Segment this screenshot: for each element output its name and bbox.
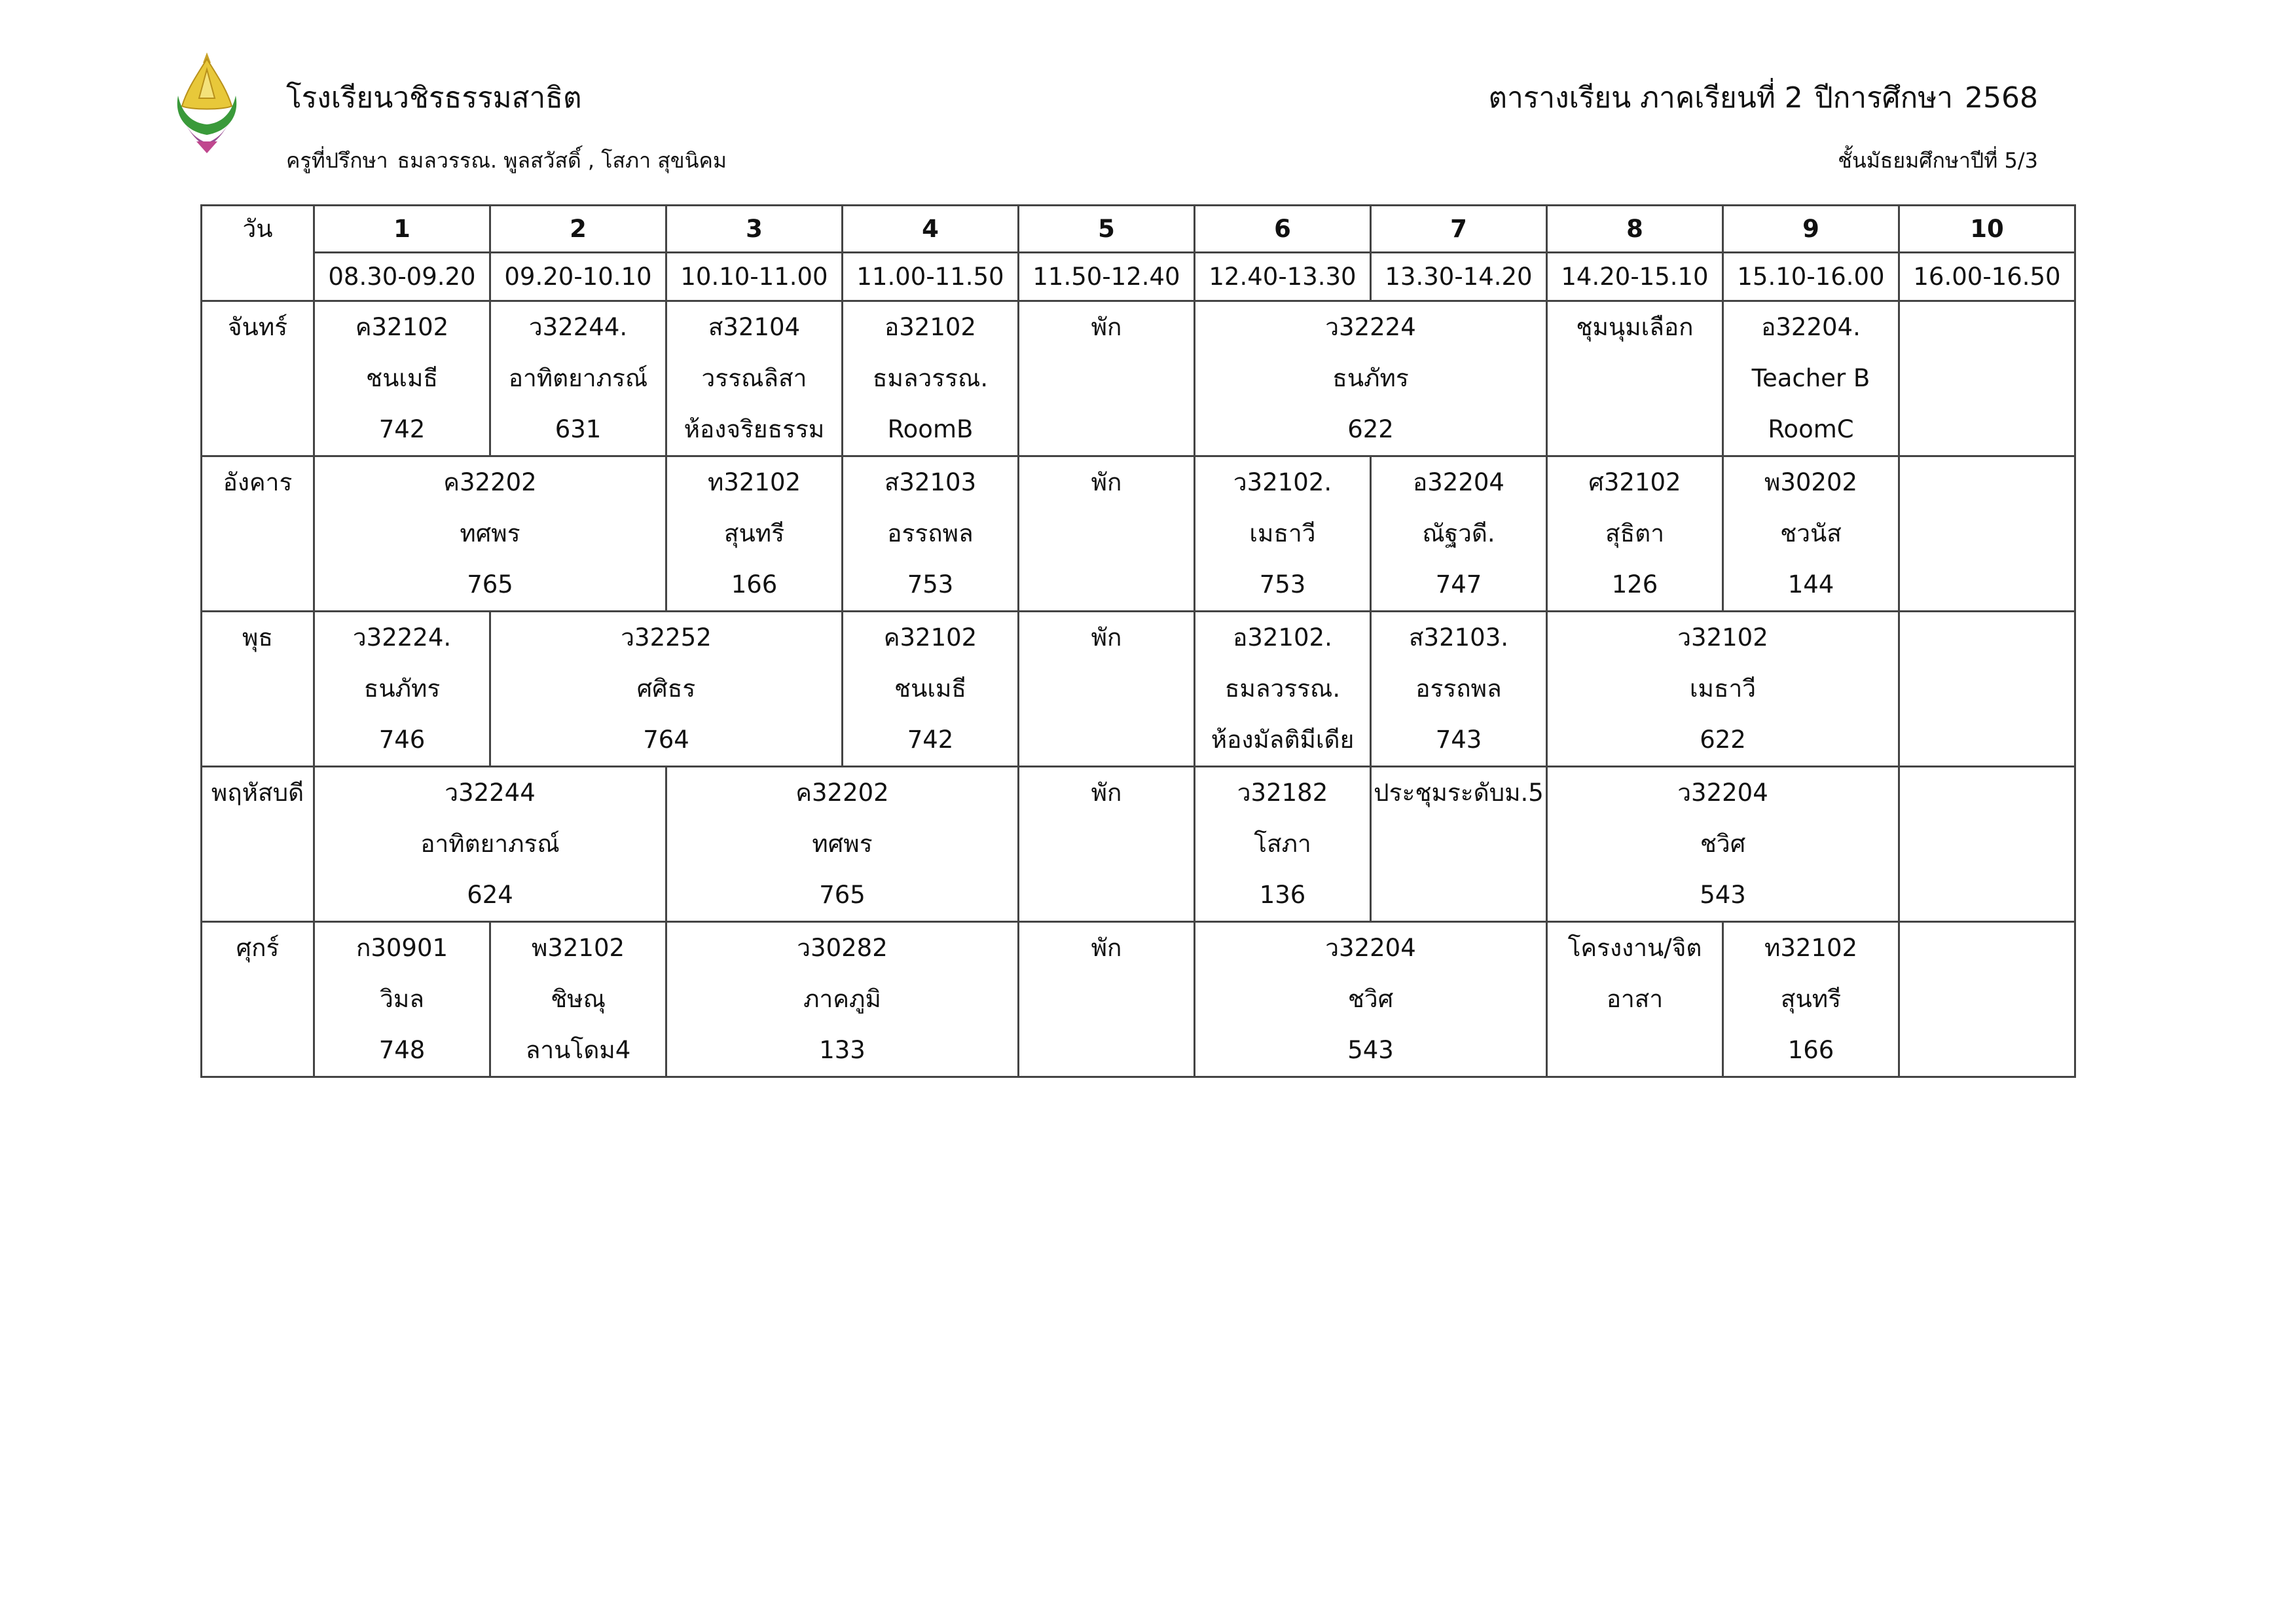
class-cell — [1723, 301, 1899, 456]
subject-code: ว32224 — [1325, 313, 1416, 341]
room: 753 — [907, 570, 954, 599]
class-cell — [1195, 456, 1371, 612]
break-cell — [1019, 456, 1195, 612]
subject-code: ค32202 — [443, 468, 537, 496]
teacher-name: ธมลวรรณ. — [1224, 674, 1341, 703]
subject-code: ว30282 — [797, 934, 888, 962]
period-number: 2 — [490, 206, 666, 253]
teacher-name: ทศพร — [812, 830, 873, 858]
class-cell — [1547, 456, 1723, 612]
subject-code: ส32103. — [1408, 623, 1509, 652]
class-cell — [1547, 301, 1723, 456]
teacher-name: ธมลวรรณ. — [872, 364, 989, 392]
class-cell — [843, 301, 1019, 456]
room: 136 — [1259, 881, 1306, 909]
teacher-name: ธนภัทร — [1332, 364, 1409, 392]
subject-code: ส32103 — [884, 468, 977, 496]
class-cell — [666, 301, 843, 456]
school-logo — [172, 50, 242, 155]
room: 166 — [731, 570, 778, 599]
room: 543 — [1700, 881, 1746, 909]
teacher-name: ณัฐวดี. — [1422, 519, 1495, 547]
subject-code: พ30202 — [1764, 468, 1858, 496]
room: 742 — [907, 726, 954, 754]
day-row-wednesday — [202, 612, 2075, 767]
room: 622 — [1347, 415, 1394, 443]
teacher-name: อรรถพล — [1415, 674, 1502, 703]
room: ห้องมัลติมีเดีย — [1211, 726, 1355, 754]
teacher-name: อาทิตยาภรณ์ — [420, 830, 560, 858]
subject-code: ศ32102 — [1588, 468, 1681, 496]
subject-code: ว32244. — [528, 313, 628, 341]
day-name: อังคาร — [202, 456, 314, 612]
room — [1372, 870, 1546, 921]
period-number: 7 — [1371, 206, 1547, 253]
classroom-label: ชั้นมัธยมศึกษาปีที่ 5/3 — [1838, 148, 2038, 173]
school-name: โรงเรียนวชิรธรรมสาธิต — [286, 81, 582, 115]
teacher-name: ศศิธร — [636, 674, 696, 703]
teacher-name: สุธิตา — [1605, 519, 1664, 547]
subject-code: ว32204 — [1677, 779, 1768, 807]
room: 126 — [1611, 570, 1658, 599]
period-number: 1 — [314, 206, 490, 253]
room: 747 — [1435, 570, 1482, 599]
day-header: วัน — [202, 206, 314, 301]
day-name: พุธ — [202, 612, 314, 767]
room: ห้องจริยธรรม — [683, 415, 825, 443]
class-cell — [843, 612, 1019, 767]
period-time: 13.30-14.20 — [1371, 253, 1547, 301]
room: ลานโดม4 — [525, 1036, 631, 1064]
subject-code: ท32102 — [1764, 934, 1858, 962]
class-cell — [1195, 767, 1371, 922]
room: 746 — [378, 726, 426, 754]
teacher-name — [1548, 353, 1722, 404]
break-cell — [1019, 301, 1195, 456]
subject-code: ท32102 — [707, 468, 801, 496]
subject-code: ว32182 — [1237, 779, 1328, 807]
teacher-name: โสภา — [1254, 830, 1311, 858]
period-time: 16.00-16.50 — [1899, 253, 2075, 301]
class-cell — [314, 301, 490, 456]
subject-code: ค32102 — [883, 623, 977, 652]
subject-code: ประชุมระดับม.5 — [1374, 779, 1544, 807]
subject-code: อ32204 — [1413, 468, 1504, 496]
period-number: 10 — [1899, 206, 2075, 253]
room: 743 — [1435, 726, 1482, 754]
period-number: 3 — [666, 206, 843, 253]
period-number: 8 — [1547, 206, 1723, 253]
teacher-name: เมธาวี — [1689, 674, 1757, 703]
room: 742 — [378, 415, 426, 443]
teacher-name: ชิษณุ — [551, 985, 606, 1013]
period-number: 9 — [1723, 206, 1899, 253]
room: RoomC — [1768, 415, 1854, 443]
class-cell — [666, 922, 1019, 1077]
period-number: 4 — [843, 206, 1019, 253]
class-cell — [1195, 922, 1547, 1077]
room: 764 — [643, 726, 689, 754]
break-cell — [1019, 922, 1195, 1077]
break-label: พัก — [1091, 313, 1122, 341]
teacher-name: Teacher B — [1751, 364, 1870, 392]
class-cell — [1547, 922, 1723, 1077]
period-time: 09.20-10.10 — [490, 253, 666, 301]
class-cell — [1547, 767, 1899, 922]
term-title — [1477, 79, 2038, 118]
class-cell — [1195, 612, 1371, 767]
day-name: ศุกร์ — [202, 922, 314, 1077]
teacher-name: ชวนัส — [1780, 519, 1842, 547]
term-label: ตารางเรียน ภาคเรียนที่ 2 — [1488, 81, 1803, 115]
subject-code: ส32104 — [708, 313, 801, 341]
timetable — [200, 204, 2076, 1078]
subject-code: ว32244 — [445, 779, 536, 807]
break-cell — [1019, 612, 1195, 767]
period-time: 08.30-09.20 — [314, 253, 490, 301]
day-name: พฤหัสบดี — [202, 767, 314, 922]
period-time: 10.10-11.00 — [666, 253, 843, 301]
empty-cell — [1899, 301, 2075, 456]
subject-code: อ32204. — [1761, 313, 1861, 341]
class-cell — [490, 922, 666, 1077]
class-cell — [490, 612, 843, 767]
room: 748 — [378, 1036, 426, 1064]
advisors-line — [286, 145, 736, 175]
room: 624 — [467, 881, 513, 909]
class-cell — [314, 767, 666, 922]
time-header-row — [202, 253, 2075, 301]
room: 543 — [1347, 1036, 1394, 1064]
period-time: 11.50-12.40 — [1019, 253, 1195, 301]
break-label: พัก — [1091, 779, 1122, 807]
teacher-name: สุนทรี — [1780, 985, 1842, 1013]
day-row-monday — [202, 301, 2075, 456]
room — [1548, 1025, 1722, 1076]
class-cell — [1547, 612, 1899, 767]
day-name: จันทร์ — [202, 301, 314, 456]
subject-code: ว32102 — [1677, 623, 1768, 652]
teacher-name — [1372, 819, 1546, 870]
teacher-name: สุนทรี — [723, 519, 785, 547]
academic-year-label: ปีการศึกษา — [1814, 81, 1954, 115]
room: 144 — [1787, 570, 1834, 599]
class-cell — [1371, 767, 1547, 922]
break-label: พัก — [1091, 468, 1122, 496]
class-cell — [314, 456, 666, 612]
class-cell — [843, 456, 1019, 612]
teacher-name: เมธาวี — [1249, 519, 1316, 547]
day-row-tuesday — [202, 456, 2075, 612]
period-time: 14.20-15.10 — [1547, 253, 1723, 301]
subject-code: พ32102 — [531, 934, 625, 962]
teacher-name: ทศพร — [460, 519, 520, 547]
period-time: 11.00-11.50 — [843, 253, 1019, 301]
empty-cell — [1899, 456, 2075, 612]
break-cell — [1019, 767, 1195, 922]
subject-code: อ32102 — [884, 313, 976, 341]
subject-code: ว32224. — [352, 623, 452, 652]
room: 631 — [555, 415, 602, 443]
subject-code: ว32252 — [621, 623, 712, 652]
class-cell — [666, 767, 1019, 922]
break-label: พัก — [1091, 934, 1122, 962]
subject-code: โครงงาน/จิต — [1567, 934, 1702, 962]
period-number: 5 — [1019, 206, 1195, 253]
empty-cell — [1899, 612, 2075, 767]
subject-code: ว32204 — [1325, 934, 1416, 962]
teacher-name: อาทิตยาภรณ์ — [508, 364, 648, 392]
room: 765 — [819, 881, 866, 909]
teacher-name: ธนภัทร — [363, 674, 441, 703]
room: 133 — [819, 1036, 866, 1064]
period-time: 12.40-13.30 — [1195, 253, 1371, 301]
room: RoomB — [887, 415, 974, 443]
room — [1548, 404, 1722, 455]
teacher-name: อรรถพล — [887, 519, 974, 547]
teacher-name: ชวิศ — [1347, 985, 1394, 1013]
subject-code: ก30901 — [355, 934, 448, 962]
class-cell — [314, 922, 490, 1077]
class-cell — [666, 456, 843, 612]
teacher-name: ชนเมธี — [365, 364, 439, 392]
empty-cell — [1899, 922, 2075, 1077]
class-cell — [490, 301, 666, 456]
subject-code: ว32102. — [1233, 468, 1332, 496]
day-row-friday — [202, 922, 2075, 1077]
class-cell — [314, 612, 490, 767]
teacher-name: วรรณลิสา — [701, 364, 807, 392]
empty-cell — [1899, 767, 2075, 922]
room: 765 — [467, 570, 513, 599]
class-cell — [1723, 922, 1899, 1077]
room: 166 — [1787, 1036, 1834, 1064]
break-label: พัก — [1091, 623, 1122, 652]
subject-code: ชุมนุมเลือก — [1576, 313, 1694, 341]
teacher-name: ชวิศ — [1700, 830, 1746, 858]
class-cell — [1723, 456, 1899, 612]
room: 622 — [1700, 726, 1746, 754]
room: 753 — [1259, 570, 1306, 599]
subject-code: ค32102 — [355, 313, 449, 341]
class-cell — [1195, 301, 1547, 456]
teacher-name: วิมล — [380, 985, 424, 1013]
class-cell — [1371, 456, 1547, 612]
advisors-names: ธมลวรรณ. พูลสวัสดิ์ , โสภา สุขนิคม — [397, 148, 727, 173]
advisors-label: ครูที่ปรึกษา — [286, 148, 388, 173]
period-time: 15.10-16.00 — [1723, 253, 1899, 301]
teacher-name: อาสา — [1606, 985, 1664, 1013]
period-number: 6 — [1195, 206, 1371, 253]
subject-code: อ32102. — [1233, 623, 1332, 652]
class-cell — [1371, 612, 1547, 767]
teacher-name: ภาคภูมิ — [803, 985, 881, 1013]
day-row-thursday — [202, 767, 2075, 922]
subject-code: ค32202 — [795, 779, 889, 807]
academic-year: 2568 — [1965, 81, 2038, 115]
period-header-row — [202, 206, 2075, 253]
teacher-name: ชนเมธี — [894, 674, 967, 703]
